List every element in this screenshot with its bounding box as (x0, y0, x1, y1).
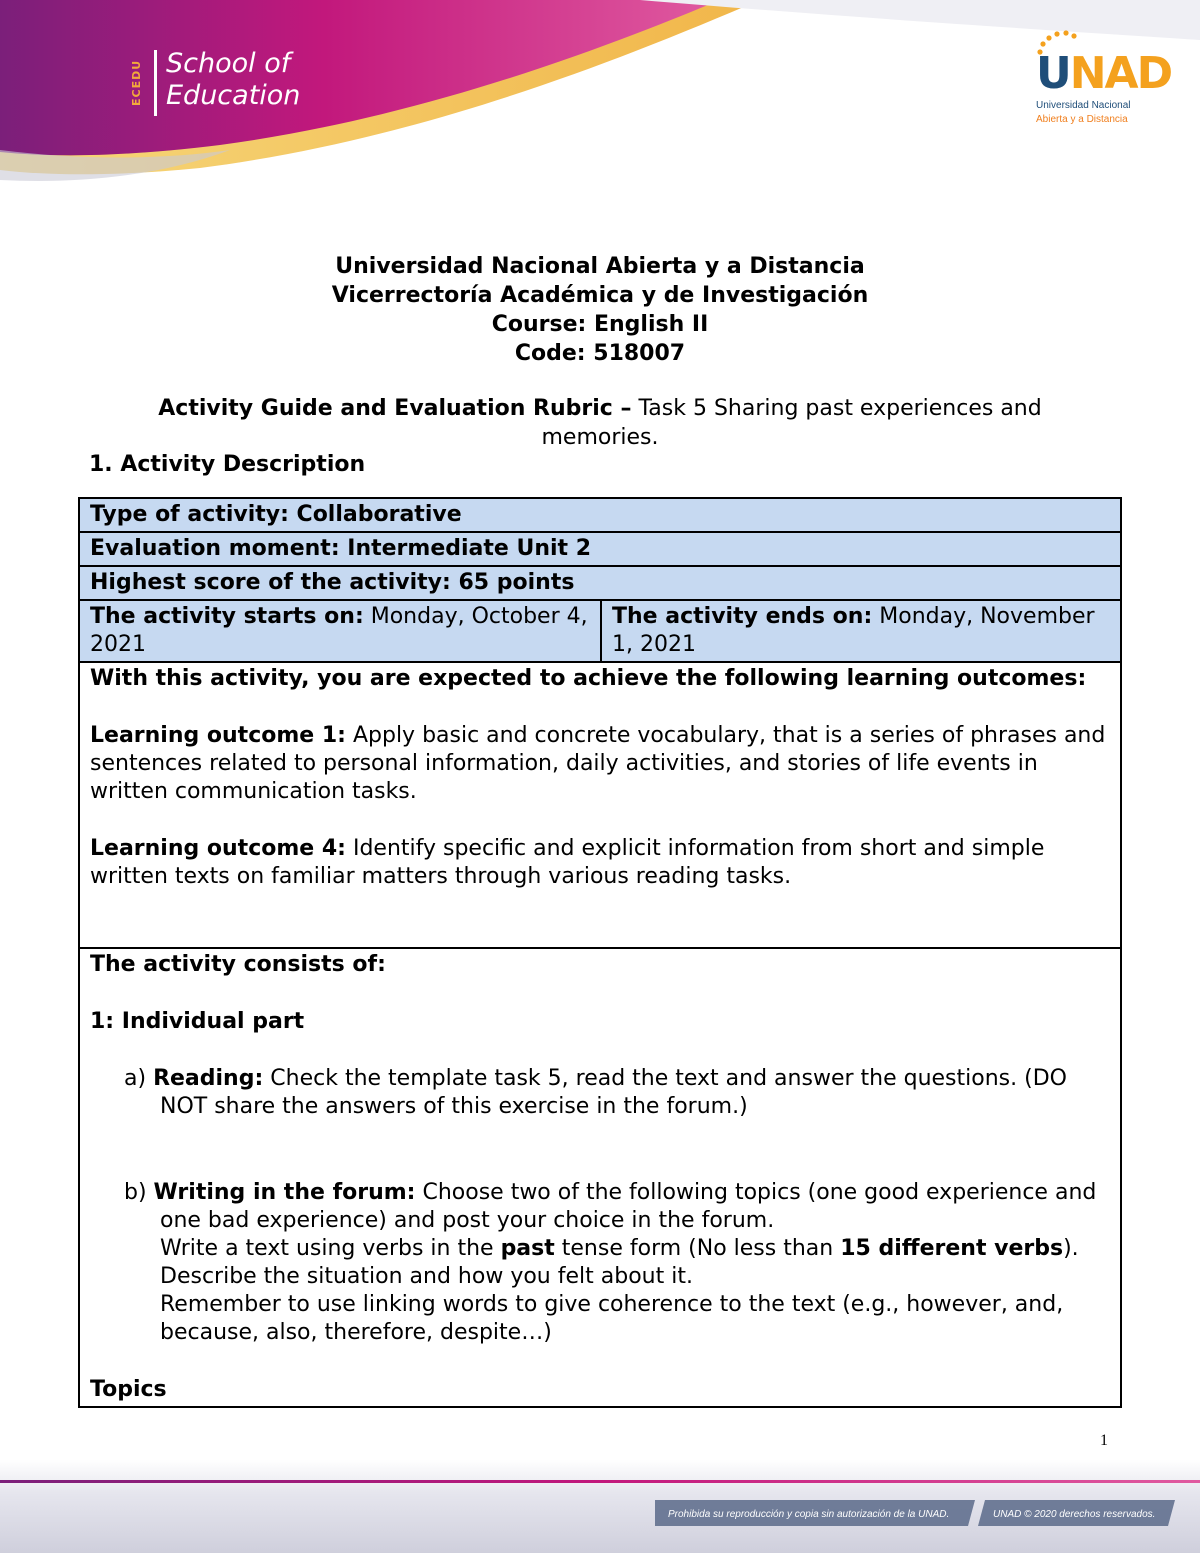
unad-tagline-1: Universidad Nacional (1036, 100, 1131, 111)
footer-banner (0, 1460, 1200, 1553)
evaluation-moment-cell: Evaluation moment: Intermediate Unit 2 (79, 532, 1121, 566)
activity-table (78, 497, 1122, 1408)
unad-wordmark: UNAD (1036, 48, 1172, 99)
start-date-cell: The activity starts on: Monday, October 4, 2021 (79, 600, 601, 662)
ecedu-label: ECEDU (130, 59, 143, 107)
list-item-writing: b) Writing in the forum: Choose two of the following topics (one good experience and one bad experience) and post your choice in the forum. (124, 1180, 1097, 1233)
copyright-notice: Prohibida su reproducción y copia sin autorización de la UNAD. (668, 1509, 950, 1520)
page-number: 1 (1100, 1432, 1108, 1449)
outcomes-intro: With this activity, you are expected to achieve the following learning outcomes: (90, 666, 1087, 691)
consists-of-heading: The activity consists of: (90, 952, 386, 977)
topics-heading: Topics (90, 1377, 167, 1402)
logo-divider (154, 50, 157, 116)
highest-score-cell: Highest score of the activity: 65 points (79, 566, 1121, 600)
writing-instructions: Write a text using verbs in the past tense form (No less than 15 different verbs). Describe the situation and how you felt about it. (160, 1236, 1079, 1289)
list-item-reading: a) Reading: Check the template task 5, read the text and answer the questions. (DO NOT share the answers of this exercise in the forum.) (124, 1066, 1067, 1119)
unad-logo (1030, 30, 1172, 130)
school-of-education-logo (130, 46, 320, 118)
type-of-activity-cell: Type of activity: Collaborative (79, 498, 1121, 532)
learning-outcome-4: Learning outcome 4: Identify specific and explicit information from short and simple written texts on familiar matters through various reading tasks. (90, 836, 1045, 889)
vicerrectoria-title: Vicerrectoría Académica y de Investigación (331, 283, 869, 308)
section-title: 1. Activity Description (89, 452, 366, 477)
course-title: Course: English II (491, 312, 709, 337)
code-title: Code: 518007 (514, 341, 686, 366)
guide-title: Activity Guide and Evaluation Rubric – Task 5 Sharing past experiences and memories. (158, 396, 1042, 450)
unad-tagline-2: Abierta y a Distancia (1036, 114, 1128, 125)
school-name (166, 48, 300, 112)
university-title: Universidad Nacional Abierta y a Distancia (335, 254, 865, 279)
end-date-cell: The activity ends on: Monday, November 1, 2021 (601, 600, 1121, 662)
activity-details-cell (79, 948, 1121, 1407)
learning-outcome-1: Learning outcome 1: Apply basic and concrete vocabulary, that is a series of phrases and sentences related to personal information, daily activities, and stories of life events in written communication tasks. (90, 723, 1106, 804)
rights-notice: UNAD © 2020 derechos reservados. (993, 1509, 1156, 1520)
learning-outcomes-cell (79, 662, 1121, 948)
document-heading (0, 252, 1200, 368)
linking-words-note: Remember to use linking words to give coherence to the text (e.g., however, and, because, also, therefore, despite…) (160, 1292, 1064, 1345)
individual-part-heading: 1: Individual part (90, 1009, 305, 1034)
school-name-line2: Education (166, 80, 301, 111)
school-name-line1: School of (166, 48, 291, 79)
